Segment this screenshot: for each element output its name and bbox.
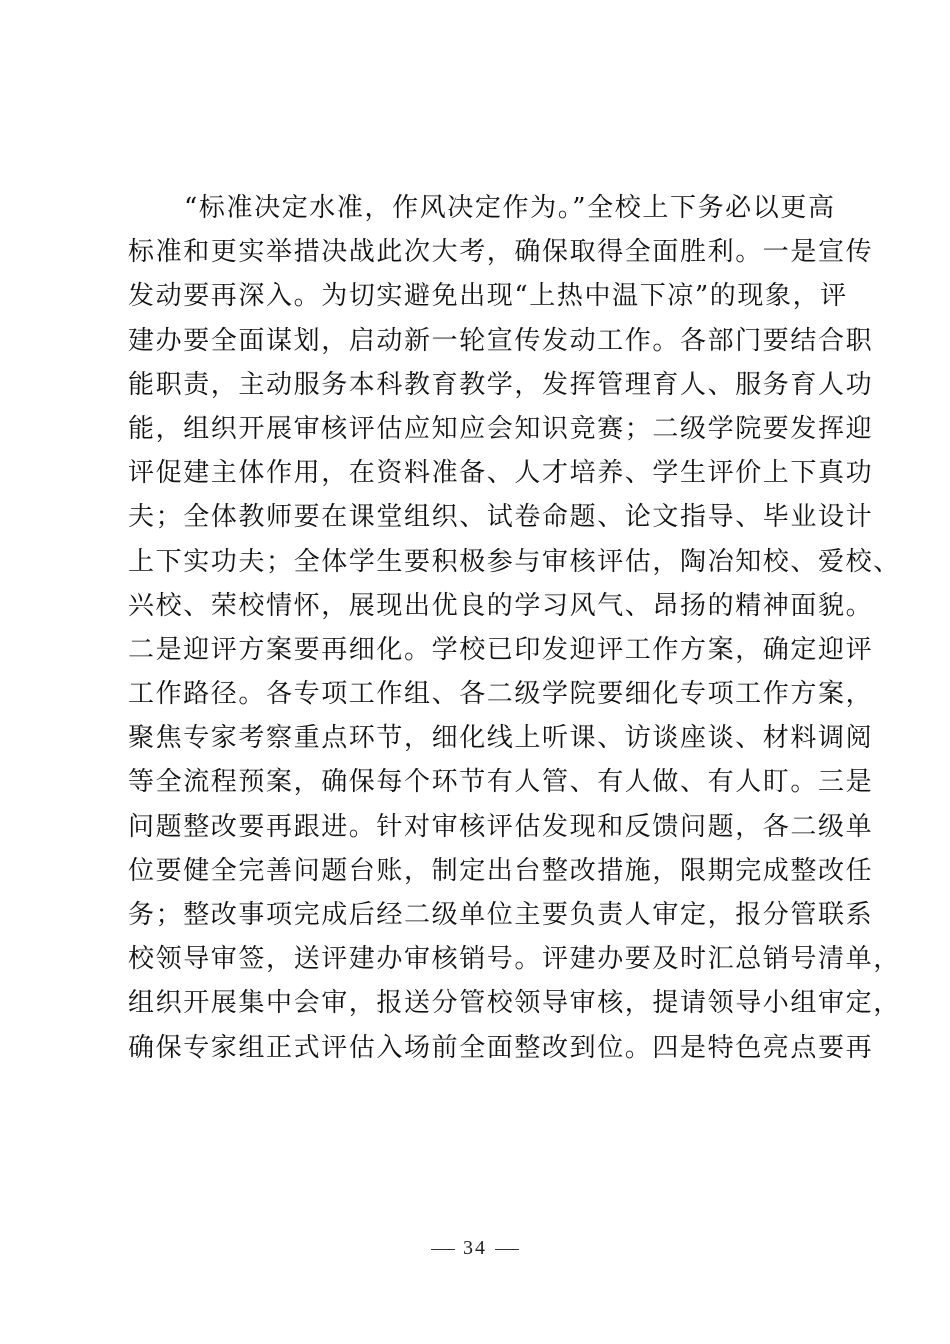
text-line: 校领导审签，送评建办审核销号。评建办要及时汇总销号清单， [128,944,901,975]
text-line: 夫；全体教师要在课堂组织、试卷命题、论文指导、毕业设计 [128,502,874,533]
text-line: 发动要再深入。为切实避免出现“上热中温下凉”的现象，评 [128,281,848,312]
text-line: 组织开展集中会审，报送分管校领导审核，提请领导小组审定， [128,988,901,1019]
text-line: 能职责，主动服务本科教育教学，发挥管理育人、服务育人功 [128,369,874,400]
text-line: 建办要全面谋划，启动新一轮宣传发动工作。各部门要结合职 [128,325,874,356]
text-line: 二是迎评方案要再细化。学校已印发迎评工作方案，确定迎评 [128,634,874,665]
text-line: “标准决定水准，作风决定作为。”全校上下务必以更高 [184,193,836,223]
body-paragraph [128,186,901,1070]
text-line: 评促建主体作用，在资料准备、人才培养、学生评价上下真功 [128,458,874,489]
text-line: 确保专家组正式评估入场前全面整改到位。四是特色亮点要再 [128,1032,874,1063]
right-dash [495,1249,519,1250]
page-number-footer [0,1237,950,1260]
text-line: 标准和更实举措决战此次大考，确保取得全面胜利。一是宣传 [128,237,874,268]
text-line: 上下实功夫；全体学生要积极参与审核评估，陶冶知校、爱校、 [128,546,901,577]
text-line: 务；整改事项完成后经二级单位主要负责人审定，报分管联系 [128,900,874,930]
text-line: 问题整改要再跟进。针对审核评估发现和反馈问题，各二级单 [128,811,874,842]
text-line: 工作路径。各专项工作组、各二级学院要细化专项工作方案， [128,679,874,710]
left-dash [431,1249,455,1250]
text-line: 聚焦专家考察重点环节，细化线上听课、访谈座谈、材料调阅 [128,723,874,754]
text-line: 兴校、荣校情怀，展现出优良的学习风气、昂扬的精神面貌。 [128,590,874,621]
page-number: 34 [463,1237,487,1259]
text-line: 能，组织开展审核评估应知应会知识竞赛；二级学院要发挥迎 [128,413,874,444]
text-line: 位要健全完善问题台账，制定出台整改措施，限期完成整改任 [128,855,874,886]
text-line: 等全流程预案，确保每个环节有人管、有人做、有人盯。三是 [128,767,874,798]
